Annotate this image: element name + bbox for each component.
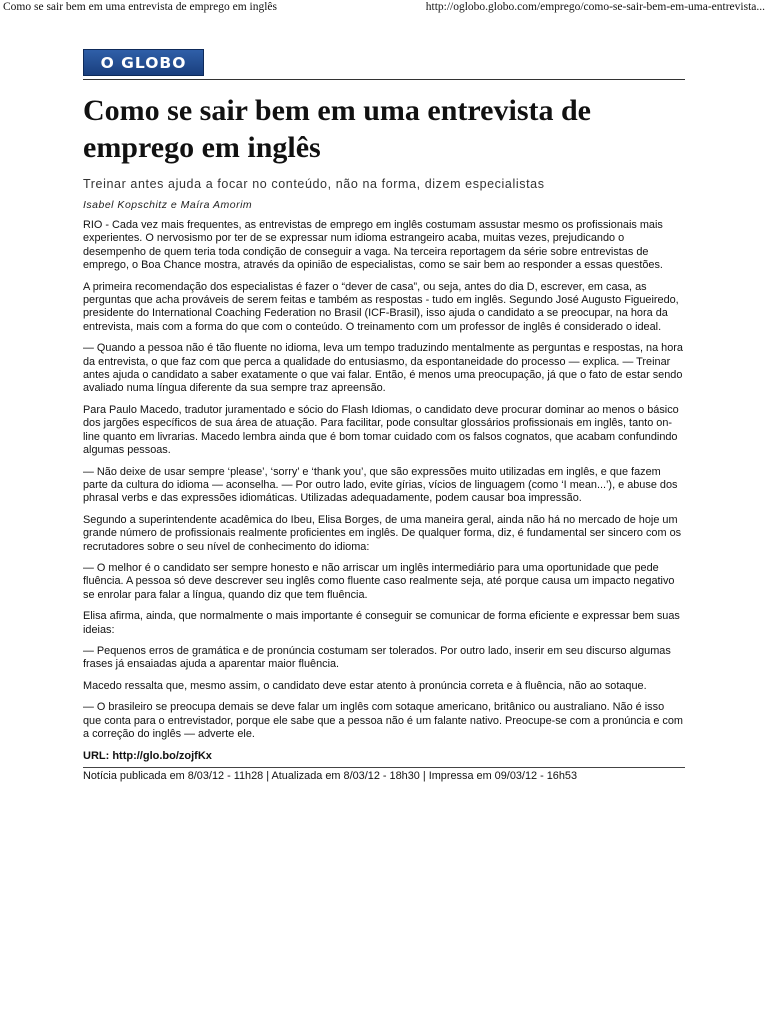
- publication-info: Notícia publicada em 8/03/12 - 11h28 | Atualizada em 8/03/12 - 18h30 | Impressa em 09/03/12 - 16h53: [83, 770, 578, 783]
- article-subtitle: Treinar antes ajuda a focar no conteúdo, não na forma, dizem especialistas: [83, 177, 545, 191]
- article: [83, 92, 685, 784]
- article-paragraph: Macedo ressalta que, mesmo assim, o candidato deve estar atento à pronúncia correta e à fluência, não ao sotaque.: [83, 679, 647, 692]
- logo-text: O GLOBO: [100, 53, 187, 72]
- article-paragraph: Elisa afirma, ainda, que normalmente o mais importante é conseguir se comunicar de forma eficiente e expressar bem suas ideias:: [83, 610, 680, 636]
- footer-divider: [83, 767, 685, 768]
- article-paragraph: — Não deixe de usar sempre ‘please’, ‘sorry’ e ‘thank you’, que são expressões muito utilizadas em inglês, e que fazem parte da cultura do idioma — aconselha. — Por outro lado, evite gírias, vícios de linguagem (como ‘I mean...’), e abuse dos phrasal verbs e das expressões idiomáticas. Utilizadas adequadamente, podem causar boa impressão.: [83, 465, 678, 505]
- article-paragraph: RIO - Cada vez mais frequentes, as entrevistas de emprego em inglês costumam assustar mesmo os profissionais mais experientes. O nervosismo por ter de se expressar num idioma estrangeiro acaba, muitas vezes, prejudicando o desempenho de quem teria toda condição de conseguir a vaga. Na terceira reportagem da série sobre entrevistas de emprego, o Boa Chance mostra, através da opinião de especialistas, como se sair bem ao responder a essas questões.: [83, 219, 663, 272]
- article-headline: Como se sair bem em uma entrevista de emprego em inglês: [83, 94, 591, 164]
- article-authors: Isabel Kopschitz e Maíra Amorim: [83, 199, 253, 211]
- article-paragraph: Segundo a superintendente acadêmica do Ibeu, Elisa Borges, de uma maneira geral, ainda não há no mercado de hoje um grande número de profissionais realmente proficientes em inglês. De qualquer forma, diz, é fundamental ser sincero com os recrutadores sobre o seu nível de conhecimento do idioma:: [83, 513, 682, 553]
- print-header-url: http://oglobo.globo.com/emprego/como-se-sair-bem-em-uma-entrevista...: [425, 1, 765, 13]
- article-paragraph: Para Paulo Macedo, tradutor juramentado e sócio do Flash Idiomas, o candidato deve procurar dominar ao menos o básico dos jargões específicos de sua área de atuação. Para facilitar, pode consultar glossários profissionais em inglês, tanto on-line quanto em livrarias. Macedo lembra ainda que é bom tomar cuidado com os falsos cognatos, que acabam confundindo algumas pessoas.: [83, 403, 679, 457]
- print-header: [0, 0, 768, 16]
- article-short-url: URL: http://glo.bo/zojfKx: [83, 750, 212, 763]
- article-paragraph: — O melhor é o candidato ser sempre honesto e não arriscar um inglês intermediário para uma oportunidade que pede fluência. A pessoa só deve descrever seu inglês como fluente caso realmente seja, até porque causa um impacto negativo se enrolar para falar a língua, quando diz que tem fluência.: [83, 561, 675, 601]
- article-paragraph: — Pequenos erros de gramática e de pronúncia costumam ser tolerados. Por outro lado, inserir em seu discurso algumas frases já ensaiadas ajuda a aparentar maior fluência.: [83, 644, 671, 671]
- o-globo-logo: [83, 49, 204, 76]
- article-paragraph: — O brasileiro se preocupa demais se deve falar um inglês com sotaque americano, britânico ou australiano. Não é isso que conta para o entrevistador, porque ele sabe que a pessoa não é um falante nativo. Preocupe-se com a pronúncia e com a correção do inglês — adverte ele.: [83, 701, 683, 740]
- article-paragraph: — Quando a pessoa não é tão fluente no idioma, leva um tempo traduzindo mentalmente as perguntas e respostas, na hora da entrevista, o que faz com que perca a qualidade do entusiasmo, da espontaneidade do processo — explica. — Treinar antes ajuda o candidato a saber exatamente o que vai falar. Então, é menos uma preocupação, já que o fato de estar sendo avaliado numa língua diferente da sua sempre traz apreensão.: [83, 342, 683, 395]
- article-body: [83, 219, 685, 741]
- article-paragraph: A primeira recomendação dos especialistas é fazer o “dever de casa”, ou seja, antes do dia D, escrever, em casa, as perguntas que acha prováveis de serem feitas e também as respostas - tudo em inglês. Segundo José Augusto Figueiredo, presidente do International Coaching Federation no Brasil (ICF-Brasil), isso ajuda o candidato a se preocupar, na hora da entrevista, mais com a forma do que com o conteúdo. O treinamento com um professor de inglês é considerado o ideal.: [83, 280, 679, 333]
- header-divider: [83, 79, 685, 80]
- print-header-title: Como se sair bem em uma entrevista de emprego em inglês: [3, 1, 278, 13]
